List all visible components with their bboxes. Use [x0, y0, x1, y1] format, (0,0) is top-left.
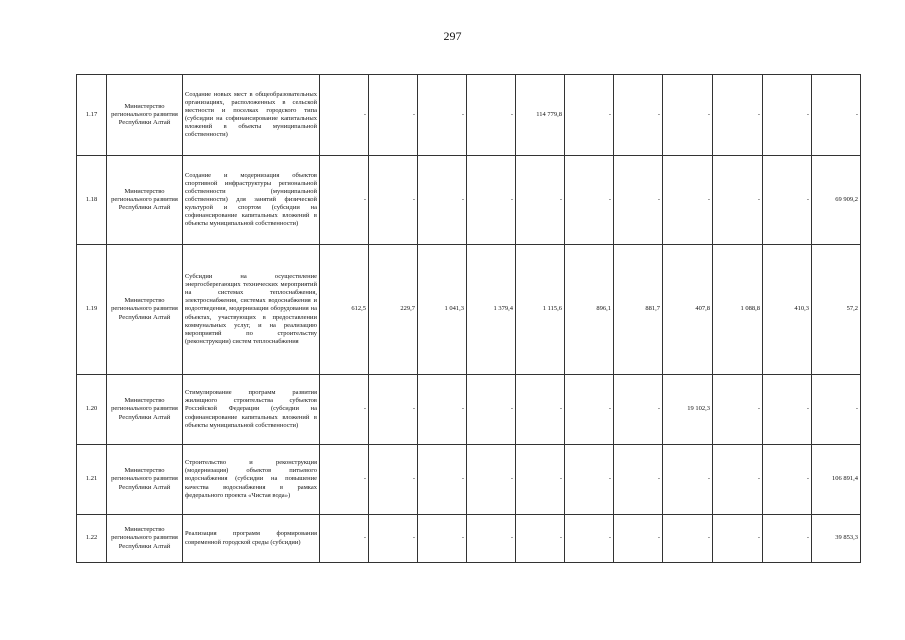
year-value-cell: 69 909,2 — [812, 156, 861, 245]
year-value-cell: - — [713, 445, 763, 515]
year-value-cell: - — [467, 375, 516, 445]
year-value-cell: - — [763, 515, 812, 563]
year-value-cell: - — [369, 515, 418, 563]
year-value-cell: - — [713, 75, 763, 156]
year-value-cell: - — [467, 445, 516, 515]
year-value-cell: - — [516, 515, 565, 563]
year-value-cell: - — [418, 375, 467, 445]
year-value-cell: 19 102,3 — [663, 375, 713, 445]
year-value-cell: - — [418, 156, 467, 245]
year-value-cell: - — [320, 75, 369, 156]
row-number: 1.19 — [77, 245, 107, 375]
budget-table — [76, 74, 861, 563]
year-value-cell: 39 853,3 — [812, 515, 861, 563]
year-value-cell: - — [320, 515, 369, 563]
responsible-organization: Министерство регионального развития Республики Алтай — [107, 75, 183, 156]
year-value-cell: - — [663, 156, 713, 245]
year-value-cell: - — [516, 375, 565, 445]
year-value-cell: 1 379,4 — [467, 245, 516, 375]
year-value-cell: - — [320, 445, 369, 515]
year-value-cell: 410,3 — [763, 245, 812, 375]
row-number: 1.21 — [77, 445, 107, 515]
year-value-cell: - — [614, 75, 663, 156]
year-value-cell: - — [418, 515, 467, 563]
year-value-cell: - — [565, 515, 614, 563]
year-value-cell: - — [763, 156, 812, 245]
year-value-cell: 407,8 — [663, 245, 713, 375]
year-value-cell: - — [763, 375, 812, 445]
activity-description: Стимулирование программ развития жилищного строительства субъектов Российской Федерации (субсидии на софинансирование капитальных вложений в объекты муниципальной собственности) — [183, 375, 320, 445]
table-row — [77, 375, 861, 445]
year-value-cell: - — [418, 445, 467, 515]
year-value-cell: - — [467, 515, 516, 563]
year-value-cell: 1 088,8 — [713, 245, 763, 375]
year-value-cell: 229,7 — [369, 245, 418, 375]
year-value-cell: 881,7 — [614, 245, 663, 375]
responsible-organization: Министерство регионального развития Республики Алтай — [107, 515, 183, 563]
year-value-cell: - — [369, 445, 418, 515]
row-number: 1.18 — [77, 156, 107, 245]
page-number: 297 — [443, 29, 462, 43]
responsible-organization: Министерство регионального развития Республики Алтай — [107, 375, 183, 445]
year-value-cell: 896,1 — [565, 245, 614, 375]
table-row — [77, 245, 861, 375]
year-value-cell: 1 041,3 — [418, 245, 467, 375]
year-value-cell: - — [763, 445, 812, 515]
responsible-organization: Министерство регионального развития Республики Алтай — [107, 245, 183, 375]
activity-description: Реализация программ формирования современной городской среды (субсидии) — [183, 515, 320, 563]
year-value-cell: - — [369, 375, 418, 445]
year-value-cell: - — [467, 75, 516, 156]
responsible-organization: Министерство регионального развития Республики Алтай — [107, 156, 183, 245]
year-value-cell: - — [516, 445, 565, 515]
table-row — [77, 515, 861, 563]
year-value-cell: - — [812, 75, 861, 156]
year-value-cell: - — [320, 156, 369, 245]
table-row — [77, 445, 861, 515]
row-number: 1.22 — [77, 515, 107, 563]
year-value-cell: - — [614, 445, 663, 515]
year-value-cell: 1 115,6 — [516, 245, 565, 375]
year-value-cell: - — [565, 445, 614, 515]
year-value-cell: - — [516, 156, 565, 245]
year-value-cell: - — [565, 156, 614, 245]
year-value-cell: - — [418, 75, 467, 156]
year-value-cell: - — [663, 445, 713, 515]
row-number: 1.17 — [77, 75, 107, 156]
activity-description: Создание и модернизация объектов спортивной инфраструктуры региональной собственности (муниципальной собственности) для занятий физической культурой и спортом (субсидии на софинансирование капитальных вложений в объекты муниципальной собственности) — [183, 156, 320, 245]
year-value-cell: - — [812, 375, 861, 445]
year-value-cell: - — [369, 75, 418, 156]
activity-description: Субсидии на осуществление энергосберегающих технических мероприятий на системах теплоснабжения, электроснабжения, системах водоснабжения и водоотведения, модернизации оборудования на объектах, участвующих в предоставлении коммунальных услуг, и на реализацию мероприятий по строительству (реконструкции) систем теплоснабжения — [183, 245, 320, 375]
year-value-cell: - — [713, 375, 763, 445]
activity-description: Строительство и реконструкция (модернизация) объектов питьевого водоснабжения (субсидии на повышение качества водоснабжения в рамках федерального проекта «Чистая вода») — [183, 445, 320, 515]
year-value-cell: 106 891,4 — [812, 445, 861, 515]
year-value-cell: - — [320, 375, 369, 445]
year-value-cell: 57,2 — [812, 245, 861, 375]
year-value-cell: - — [663, 75, 713, 156]
year-value-cell: 114 779,8 — [516, 75, 565, 156]
year-value-cell: - — [614, 156, 663, 245]
year-value-cell: - — [467, 156, 516, 245]
table-row — [77, 75, 861, 156]
responsible-organization: Министерство регионального развития Республики Алтай — [107, 445, 183, 515]
year-value-cell: - — [663, 515, 713, 563]
year-value-cell: - — [713, 515, 763, 563]
year-value-cell: 612,5 — [320, 245, 369, 375]
table-row — [77, 156, 861, 245]
year-value-cell: - — [369, 156, 418, 245]
year-value-cell: - — [614, 515, 663, 563]
year-value-cell: - — [565, 75, 614, 156]
year-value-cell: - — [565, 375, 614, 445]
year-value-cell: - — [713, 156, 763, 245]
activity-description: Создание новых мест в общеобразовательных организациях, расположенных в сельской местности и поселках городского типа (субсидии на софинансирование капитальных вложений в объекты муниципальной собственности) — [183, 75, 320, 156]
row-number: 1.20 — [77, 375, 107, 445]
year-value-cell: - — [614, 375, 663, 445]
year-value-cell: - — [763, 75, 812, 156]
